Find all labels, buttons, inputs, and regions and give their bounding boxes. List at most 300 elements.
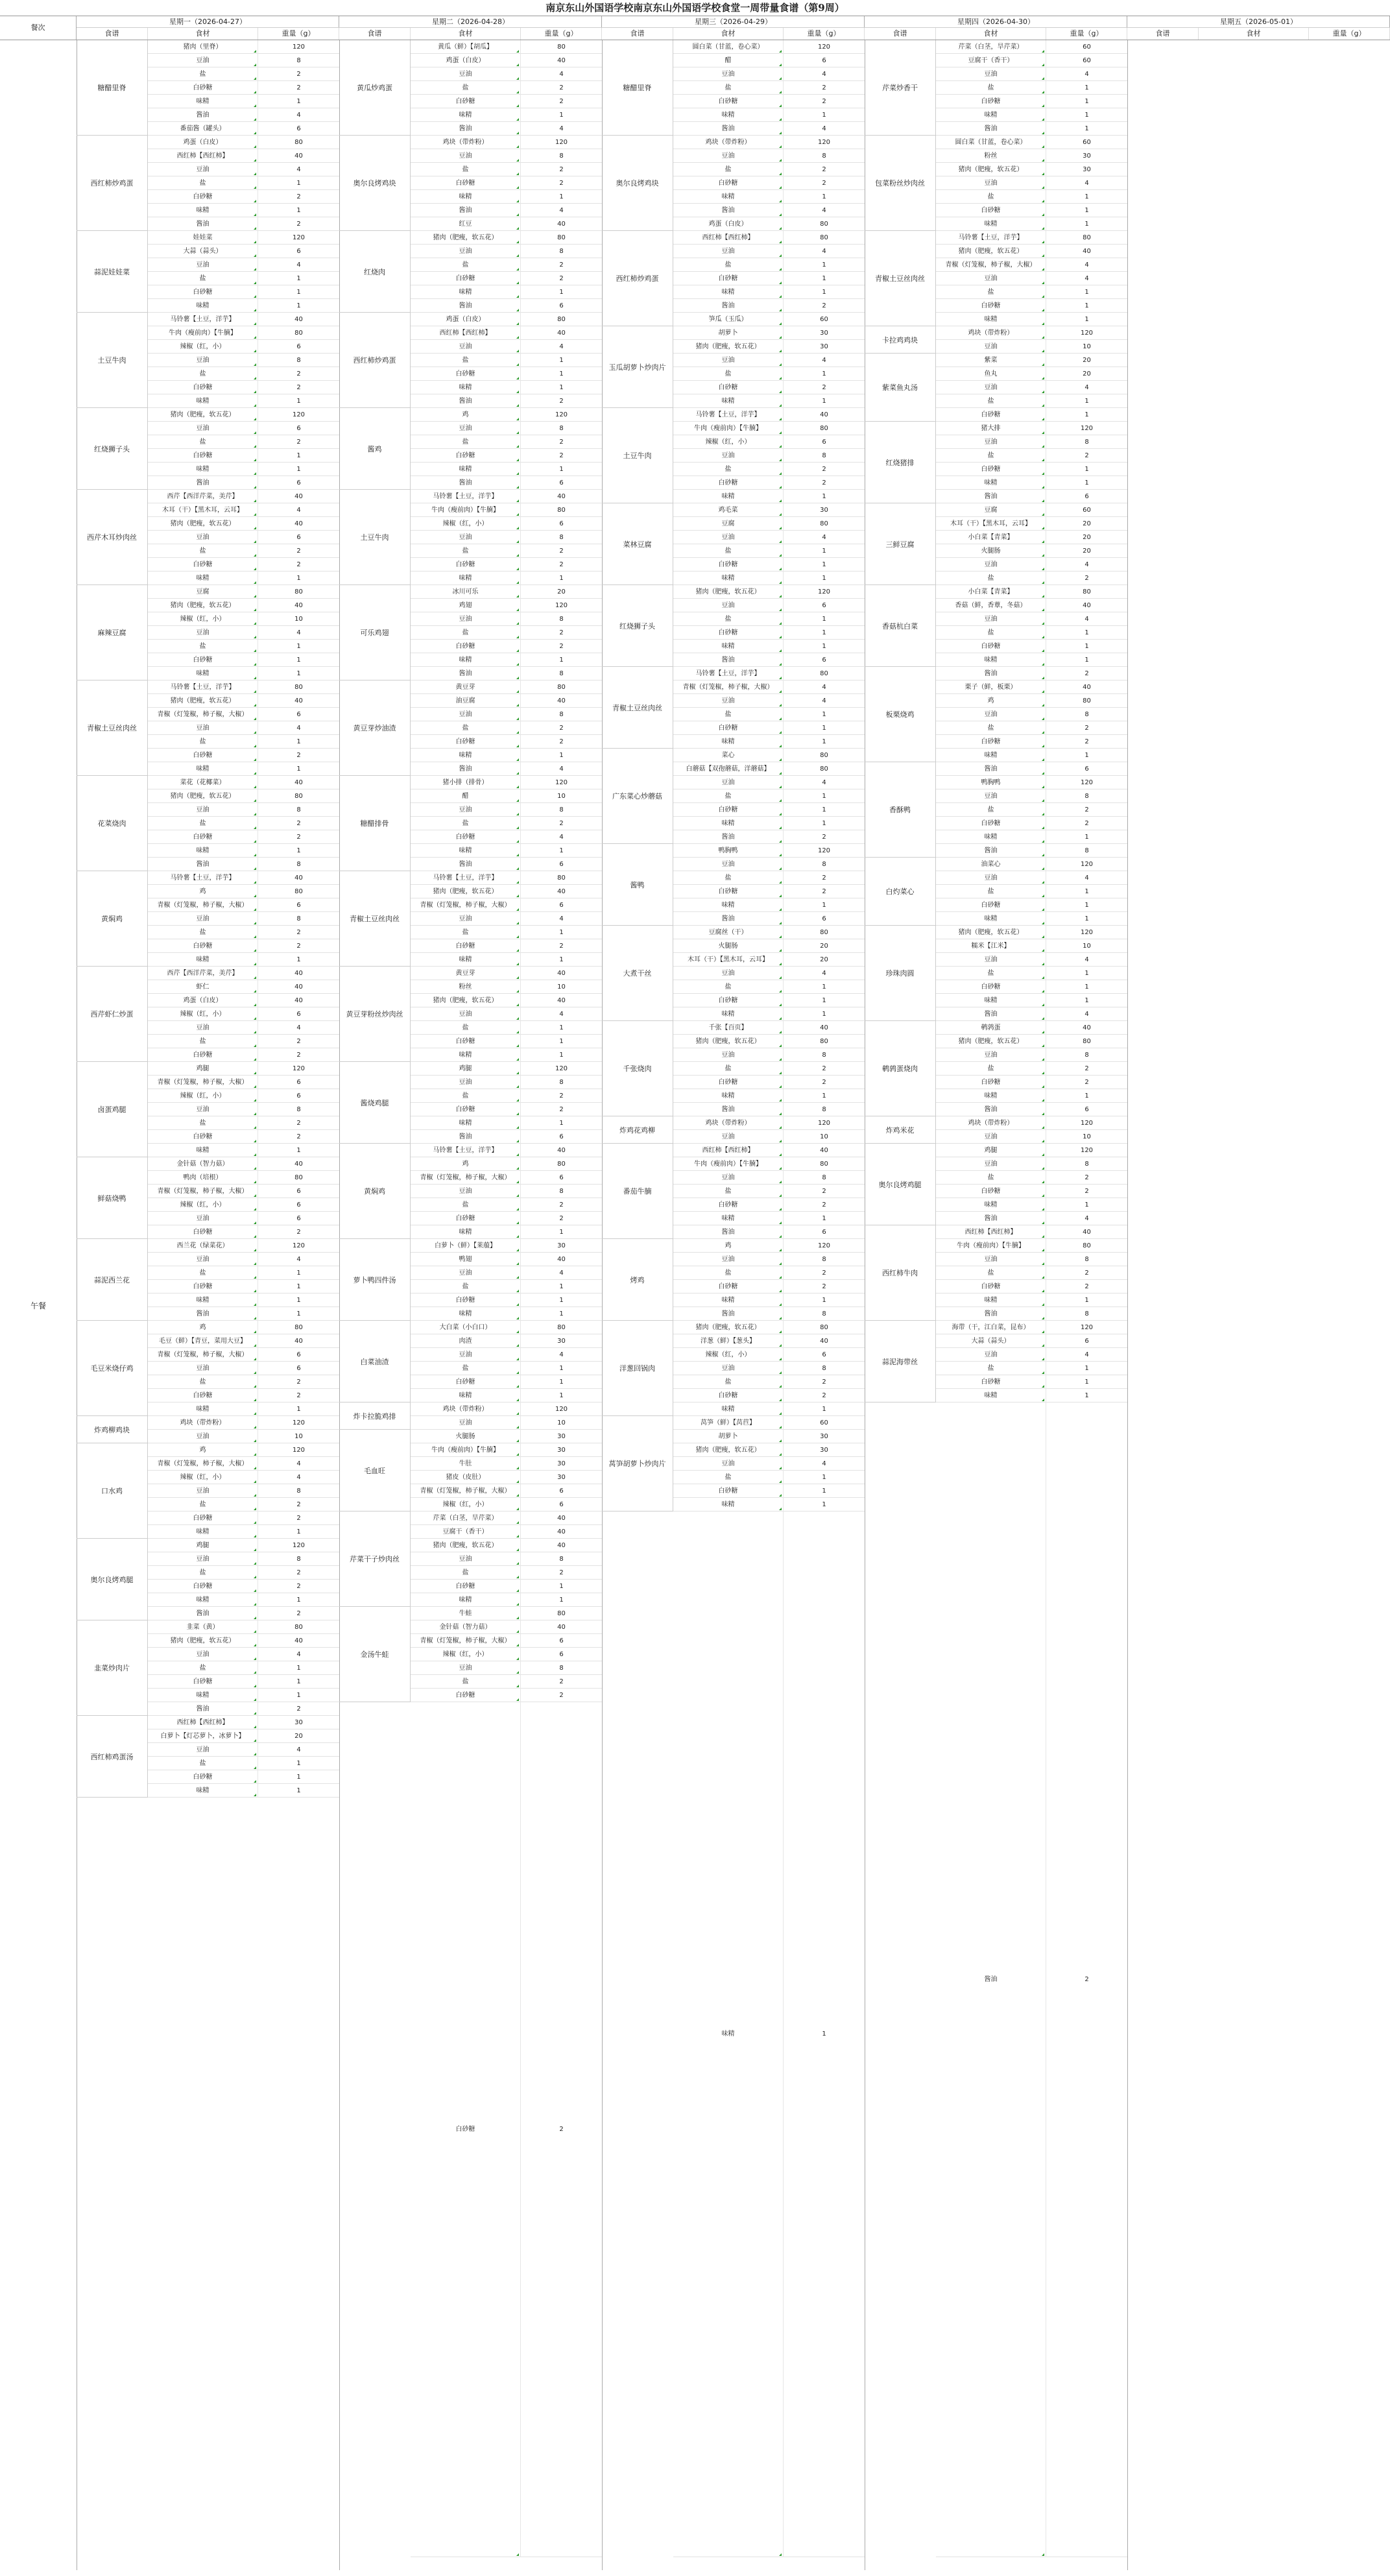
ingredient-header: 食材 [148,28,258,40]
ingredient-cell: 酱油 [411,394,521,408]
ingredient-cell: 盐 [673,544,784,558]
table-row [936,122,1127,136]
table-row [411,381,602,394]
ingredient-cell: 酱油 [148,1702,258,1716]
qty-cell: 8 [296,861,301,868]
qty-cell: 60 [1083,43,1091,51]
ingredient-cell: 盐 [936,626,1046,640]
ingredient-cell: 盐 [936,81,1046,95]
dish-name: 包菜粉丝炒肉丝 [865,136,936,231]
table-body [0,40,1390,2570]
page-title: 南京东山外国语学校南京东山外国语学校食堂一周带量食谱（第9周） [545,2,845,14]
table-row [936,517,1127,531]
ingredient-cell: 笋瓜（玉瓜） [673,313,784,326]
qty-cell: 2 [559,548,564,555]
qty-cell: 4 [822,697,826,704]
dish-name: 西红柿炒鸡蛋 [339,313,411,408]
table-row [148,1689,339,1702]
qty-cell: 2 [296,548,301,555]
table-row [936,994,1127,1007]
qty-cell: 6 [296,1079,301,1086]
qty-cell: 30 [820,330,828,337]
qty-cell: 2 [296,1583,301,1590]
qty-cell: 4 [559,71,564,78]
qty-cell: 1 [559,929,564,936]
ingredient-cell: 酱油 [673,1307,784,1321]
ingredient-cell: 白砂糖 [673,381,784,394]
table-row [673,340,865,354]
ingredient-cell: 酱油 [148,108,258,122]
table-row [411,354,602,367]
table-row [936,871,1127,885]
table-row [936,885,1127,898]
ingredient-cell: 盐 [411,1362,521,1375]
ingredient-cell: 味精 [936,830,1046,844]
qty-cell: 4 [1084,561,1089,568]
table-row [148,1157,339,1171]
qty-cell: 6 [296,1092,301,1100]
qty-cell: 8 [1084,1161,1089,1168]
ingredient-cell: 盐 [148,272,258,285]
table-row [411,1525,602,1539]
ingredient-cell: 白砂糖 [936,299,1046,313]
qty-cell: 2 [822,874,826,882]
qty-cell: 1 [1084,207,1089,214]
table-row [148,476,339,490]
table-row [411,1212,602,1225]
table-row [148,1225,339,1239]
qty-cell: 30 [1083,152,1091,160]
table-row [148,149,339,163]
table-row [936,163,1127,176]
qty-cell: 60 [820,1419,828,1426]
table-row [148,1539,339,1552]
qty-cell: 1 [822,2030,826,2038]
ingredient-cell: 盐 [936,1062,1046,1076]
table-row [673,1334,865,1348]
qty-cell: 1 [296,956,301,963]
qty-cell: 120 [817,1242,831,1249]
ingredient-cell: 白砂糖 [673,626,784,640]
qty-cell: 40 [557,970,566,977]
table-row [148,1743,339,1757]
table-row [936,490,1127,503]
ingredient-cell: 白砂糖 [411,449,521,463]
qty-cell: 40 [557,221,566,228]
table-row [673,1130,865,1144]
table-row [411,422,602,435]
qty-cell: 80 [1083,1242,1091,1249]
qty-cell: 4 [296,166,301,173]
table-row [411,1457,602,1471]
qty-cell: 30 [820,1433,828,1440]
table-row [673,803,865,817]
table-row [673,122,865,136]
qty-cell: 1 [1084,1365,1089,1372]
qty-cell: 1 [559,1392,564,1399]
ingredient-cell: 白砂糖 [673,1484,784,1498]
table-row [936,503,1127,517]
qty-cell: 1 [296,1760,301,1767]
dish-name: 板栗烧鸡 [865,667,936,762]
qty-cell: 30 [820,343,828,350]
table-row [936,176,1127,190]
table-row [411,81,602,95]
table-row [148,1552,339,1566]
qty-cell: 6 [296,1188,301,1195]
table-row [673,1280,865,1294]
ingredient-cell: 盐 [936,1171,1046,1185]
ingredient-cell: 味精 [148,1784,258,1798]
ingredient-cell: 鸭胸鸭 [673,844,784,858]
dish-header: 食谱 [865,28,936,40]
table-row [673,1321,865,1334]
ingredient-cell: 豆油 [148,1021,258,1035]
table-row [148,313,339,326]
table-row [148,272,339,285]
table-row [411,871,602,885]
table-row [411,40,602,54]
ingredient-cell: 白砂糖 [411,1035,521,1048]
qty-cell: 4 [296,1460,301,1467]
table-row [411,626,602,640]
ingredient-cell: 味精 [411,463,521,476]
table-row [673,1348,865,1362]
table-row [411,1225,602,1239]
qty-cell: 8 [559,152,564,160]
qty-cell: 60 [1083,139,1091,146]
qty-cell: 30 [557,1460,566,1467]
ingredient-cell: 酱油 [148,1307,258,1321]
qty-cell: 2 [1084,452,1089,459]
ingredient-cell: 酱油 [936,1307,1046,1321]
ingredient-cell: 西红柿【西红柿】 [411,326,521,340]
table-row [673,1484,865,1498]
table-row [936,1266,1127,1280]
table-row [673,1511,865,2557]
ingredient-cell: 味精 [673,1498,784,1511]
qty-cell: 2 [559,820,564,827]
qty-cell: 1 [1084,1092,1089,1100]
ingredient-cell: 鸡 [148,885,258,898]
table-row [148,517,339,531]
table-row [148,1130,339,1144]
qty-cell: 20 [1083,520,1091,527]
qty-cell: 8 [822,152,826,160]
ingredient-cell: 味精 [673,1511,784,2557]
ingredient-cell: 盐 [936,967,1046,980]
qty-cell: 120 [292,234,306,241]
day-title: 星期二（2026-04-28） [339,16,602,28]
table-row [936,721,1127,735]
table-row [148,190,339,204]
table-row [148,1116,339,1130]
table-row [148,1144,339,1157]
table-row [936,1171,1127,1185]
qty-cell: 80 [294,684,303,691]
table-row [673,680,865,694]
qty-cell: 2 [822,1079,826,1086]
dish-name: 菜林豆腐 [602,503,673,585]
ingredient-cell: 盐 [148,1035,258,1048]
qty-cell: 4 [559,207,564,214]
qty-cell: 4 [559,1011,564,1018]
ingredient-cell: 辣椒（红，小） [148,612,258,626]
table-row [936,762,1127,776]
ingredient-cell: 味精 [673,572,784,585]
ingredient-cell: 味精 [936,1389,1046,1402]
qty-cell: 1 [559,289,564,296]
table-row [673,136,865,149]
qty-cell: 80 [820,1161,828,1168]
qty-cell: 1 [822,997,826,1004]
ingredient-cell: 大白菜（小白口） [411,1321,521,1334]
qty-cell: 1 [559,370,564,378]
table-row [673,190,865,204]
table-row [411,1348,602,1362]
qty-cell: 1 [1084,902,1089,909]
dish-name: 玉瓜胡萝卜炒肉片 [602,326,673,408]
table-row [148,1471,339,1484]
table-row [148,95,339,108]
ingredient-cell: 酱油 [411,204,521,217]
table-row [936,204,1127,217]
table-row [148,612,339,626]
qty-cell: 120 [1080,1324,1094,1331]
qty-cell: 4 [296,1746,301,1753]
table-row [673,1375,865,1389]
ingredient-cell: 盐 [673,1266,784,1280]
ingredient-cell: 盐 [673,980,784,994]
table-row [148,803,339,817]
table-row [411,299,602,313]
table-row [673,1225,865,1239]
qty-cell: 8 [1084,1310,1089,1318]
table-row [148,653,339,667]
ingredient-cell: 西红柿【西红柿】 [673,231,784,245]
ingredient-header: 食材 [673,28,784,40]
table-row [936,953,1127,967]
ingredient-cell: 味精 [411,749,521,762]
qty-cell: 1 [1084,411,1089,418]
ingredient-header: 食材 [1199,28,1309,40]
qty-cell: 4 [822,970,826,977]
ingredient-cell: 盐 [936,285,1046,299]
table-row [411,749,602,762]
table-row [673,1416,865,1430]
qty-cell: 2 [559,398,564,405]
table-row [411,926,602,939]
day-header-3 [602,16,865,40]
ingredient-cell: 猪肉（肥瘦，软五花） [148,599,258,612]
qty-cell: 4 [296,1024,301,1031]
qty-cell: 80 [557,507,566,514]
table-row [673,354,865,367]
table-row [673,1457,865,1471]
table-row [148,749,339,762]
table-row [411,340,602,354]
ingredient-cell: 白砂糖 [936,640,1046,653]
table-row [148,1076,339,1089]
ingredient-cell: 豆油 [936,1157,1046,1171]
qty-cell: 4 [822,207,826,214]
ingredient-cell: 鸡块（带炸粉） [411,136,521,149]
ingredient-cell: 辣椒（红，小） [673,1348,784,1362]
table-row [148,1021,339,1035]
table-row [148,680,339,694]
qty-header: 重量（g） [1046,28,1127,40]
qty-cell: 40 [294,520,303,527]
qty-cell: 1 [559,1120,564,1127]
ingredient-cell: 猪肉（肥瘦，软五花） [148,789,258,803]
qty-cell: 4 [296,725,301,732]
ingredient-cell: 盐 [936,885,1046,898]
table-row [673,40,865,54]
table-row [936,830,1127,844]
qty-cell: 8 [559,806,564,813]
ingredient-cell: 鸡块（带炸粉） [673,136,784,149]
qty-cell: 120 [1080,1120,1094,1127]
dish-name: 香菇杭白菜 [865,585,936,667]
qty-cell: 10 [1083,943,1091,950]
table-row [411,1689,602,1702]
qty-cell: 4 [822,1460,826,1467]
ingredient-cell: 辣椒（红，小） [148,340,258,354]
day-column-4 [865,40,1128,2570]
qty-cell: 1 [296,1406,301,1413]
qty-cell: 80 [557,316,566,323]
ingredient-cell: 豆油 [411,1416,521,1430]
table-row [411,939,602,953]
dish-name: 糖醋里脊 [602,40,673,136]
qty-cell: 40 [1083,1024,1091,1031]
ingredient-cell: 白砂糖 [673,1076,784,1089]
table-row [936,1253,1127,1266]
qty-cell: 2 [559,180,564,187]
qty-cell: 2 [559,1092,564,1100]
dish-name: 千张烧肉 [602,1021,673,1116]
ingredient-cell: 酱油 [148,217,258,231]
table-row [411,1198,602,1212]
table-row [148,463,339,476]
ingredient-cell: 鸡块（带炸粉） [411,1402,521,1416]
qty-cell: 40 [294,1161,303,1168]
day-title: 星期一（2026-04-27） [77,16,339,28]
qty-cell: 2 [559,1106,564,1113]
ingredient-cell: 酱油 [936,122,1046,136]
qty-cell: 8 [296,1106,301,1113]
qty-cell: 8 [822,1052,826,1059]
ingredient-cell: 白砂糖 [673,558,784,572]
ingredient-cell: 白砂糖 [936,817,1046,830]
table-row [936,1334,1127,1348]
ingredient-cell: 猪肉（肥瘦，软五花） [936,245,1046,258]
qty-cell: 1 [296,302,301,309]
table-row [411,394,602,408]
qty-cell: 1 [1084,1201,1089,1209]
day-column-1 [77,40,340,2570]
qty-cell: 8 [1084,1052,1089,1059]
qty-cell: 4 [1084,384,1089,391]
qty-cell: 2 [1084,1283,1089,1290]
ingredient-cell: 豆油 [411,245,521,258]
qty-cell: 2 [1084,1976,1089,1983]
table-row [673,1266,865,1280]
table-row [936,40,1127,54]
qty-cell: 1 [296,180,301,187]
ingredient-cell: 盐 [411,721,521,735]
ingredient-cell: 豆油 [148,531,258,544]
qty-cell: 80 [820,1324,828,1331]
table-row [148,1062,339,1076]
qty-cell: 2 [822,888,826,895]
qty-cell: 2 [296,1229,301,1236]
table-row [411,708,602,721]
ingredient-cell: 香菇（鲜，香蕈，冬菇） [936,599,1046,612]
ingredient-cell: 酱油 [673,1225,784,1239]
ingredient-cell: 猪肉（肥瘦，软五花） [673,340,784,354]
table-row [148,871,339,885]
qty-cell: 4 [822,684,826,691]
qty-cell: 2 [296,1378,301,1386]
qty-cell: 40 [820,1024,828,1031]
table-row [673,953,865,967]
dish-name: 西红柿炒鸡蛋 [77,136,148,231]
ingredient-cell: 味精 [673,1402,784,1416]
table-row [411,544,602,558]
qty-cell: 120 [292,1542,306,1549]
table-row [148,694,339,708]
table-row [411,326,602,340]
ingredient-cell: 盐 [411,626,521,640]
ingredient-cell: 马铃薯【土豆，洋芋】 [673,667,784,680]
ingredient-cell: 白砂糖 [673,721,784,735]
ingredient-cell: 豆腐 [936,503,1046,517]
table-row [148,54,339,67]
qty-header: 重量（g） [1309,28,1390,40]
qty-cell: 80 [557,684,566,691]
qty-cell: 80 [820,929,828,936]
ingredient-cell: 盐 [411,817,521,830]
qty-cell: 120 [555,779,568,786]
ingredient-cell: 酱油 [148,858,258,871]
qty-cell: 1 [1084,479,1089,487]
qty-cell: 40 [294,1637,303,1644]
ingredient-cell: 味精 [148,1593,258,1607]
qty-cell: 1 [296,1692,301,1699]
qty-cell: 40 [557,57,566,64]
ingredient-cell: 盐 [411,1280,521,1294]
qty-cell: 2 [296,439,301,446]
dish-name: 土豆牛肉 [339,490,411,585]
table-row [411,1089,602,1103]
table-row [936,585,1127,599]
table-row [148,326,339,340]
table-row [411,953,602,967]
ingredient-cell: 豆油 [673,531,784,544]
dish-name: 土豆牛肉 [602,408,673,503]
ingredient-cell: 鸡块（带炸粉） [936,326,1046,340]
ingredient-cell: 金针菇（智力菇） [148,1157,258,1171]
ingredient-cell: 木耳（干）【黑木耳，云耳】 [673,953,784,967]
qty-cell: 2 [1084,1270,1089,1277]
table-row [673,626,865,640]
table-row [148,340,339,354]
ingredient-cell: 味精 [673,1294,784,1307]
ingredient-cell: 酱油 [411,762,521,776]
ingredient-cell: 白砂糖 [411,558,521,572]
qty-cell: 2 [296,1705,301,1713]
